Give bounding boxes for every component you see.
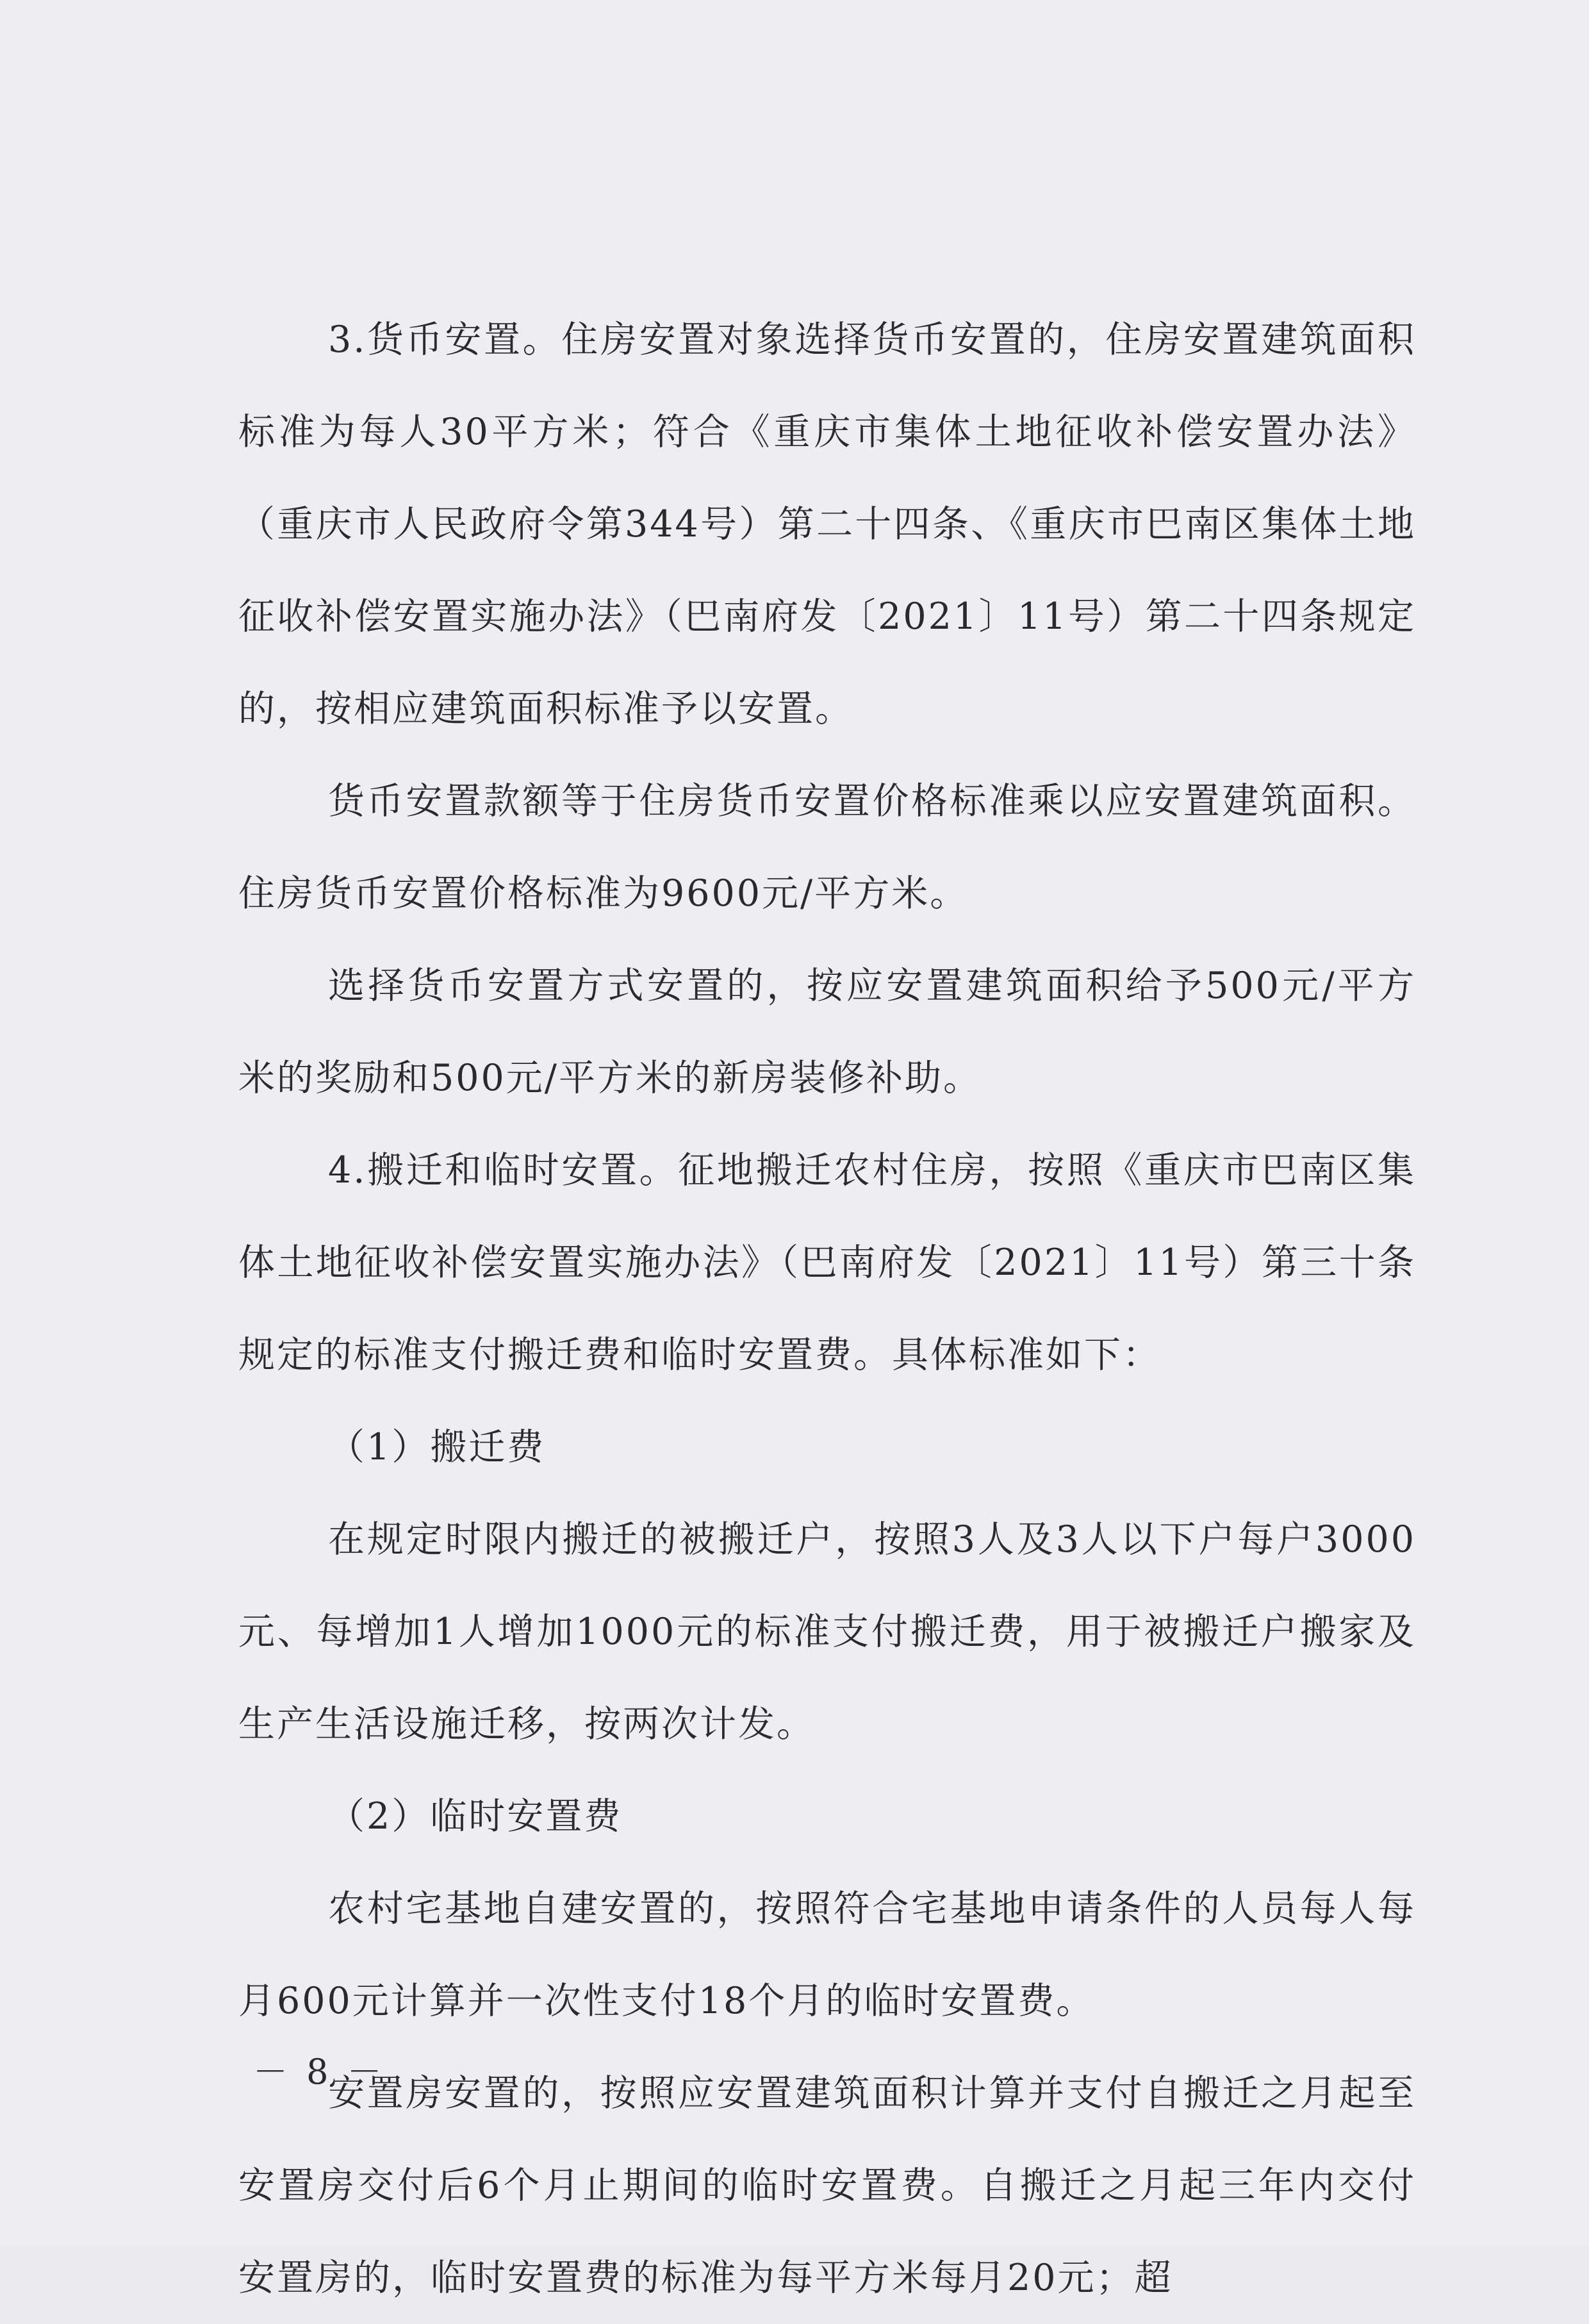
document-body (238, 294, 1416, 2324)
subheading-relocation-fee: （1）搬迁费 (328, 1426, 546, 1468)
subheading-temporary-fee: （2）临时安置费 (328, 1795, 623, 1838)
paragraph-monetary-amount: 货币安置款额等于住房货币安置价格标准乘以应安置建筑面积。住房货币安置价格标准为9600元/平方米。 (238, 780, 1416, 915)
paragraph-relocation-fee: 在规定时限内搬迁的被搬迁户，按照3人及3人以下户每户3000元、每增加1人增加1000元的标准支付搬迁费，用于被搬迁户搬家及生产生活设施迁移，按两次计发。 (238, 1518, 1416, 1745)
page-number: － 8 － (253, 2052, 386, 2092)
paragraph-temporary-fee-self-build: 农村宅基地自建安置的，按照符合宅基地申请条件的人员每人每月600元计算并一次性支付18个月的临时安置费。 (238, 1888, 1416, 2022)
paragraph-monetary-reward: 选择货币安置方式安置的，按应安置建筑面积给予500元/平方米的奖励和500元/平方米的新房装修补助。 (238, 965, 1416, 1099)
paragraph-monetary-resettlement: 3.货币安置。住房安置对象选择货币安置的，住房安置建筑面积标准为每人30平方米；符合《重庆市集体土地征收补偿安置办法》（重庆市人民政府令第344号）第二十四条、《重庆市巴南区集体土地征收补偿安置实施办法》（巴南府发〔2021〕11号）第二十四条规定的，按相应建筑面积标准予以安置。 (238, 319, 1416, 730)
paragraph-temporary-fee-housing: 安置房安置的，按照应安置建筑面积计算并支付自搬迁之月起至安置房交付后6个月止期间的临时安置费。自搬迁之月起三年内交付安置房的，临时安置费的标准为每平方米每月20元；超 (238, 2072, 1416, 2299)
paragraph-relocation-intro: 4.搬迁和临时安置。征地搬迁农村住房，按照《重庆市巴南区集体土地征收补偿安置实施办法》（巴南府发〔2021〕11号）第三十条规定的标准支付搬迁费和临时安置费。具体标准如下： (238, 1149, 1416, 1376)
